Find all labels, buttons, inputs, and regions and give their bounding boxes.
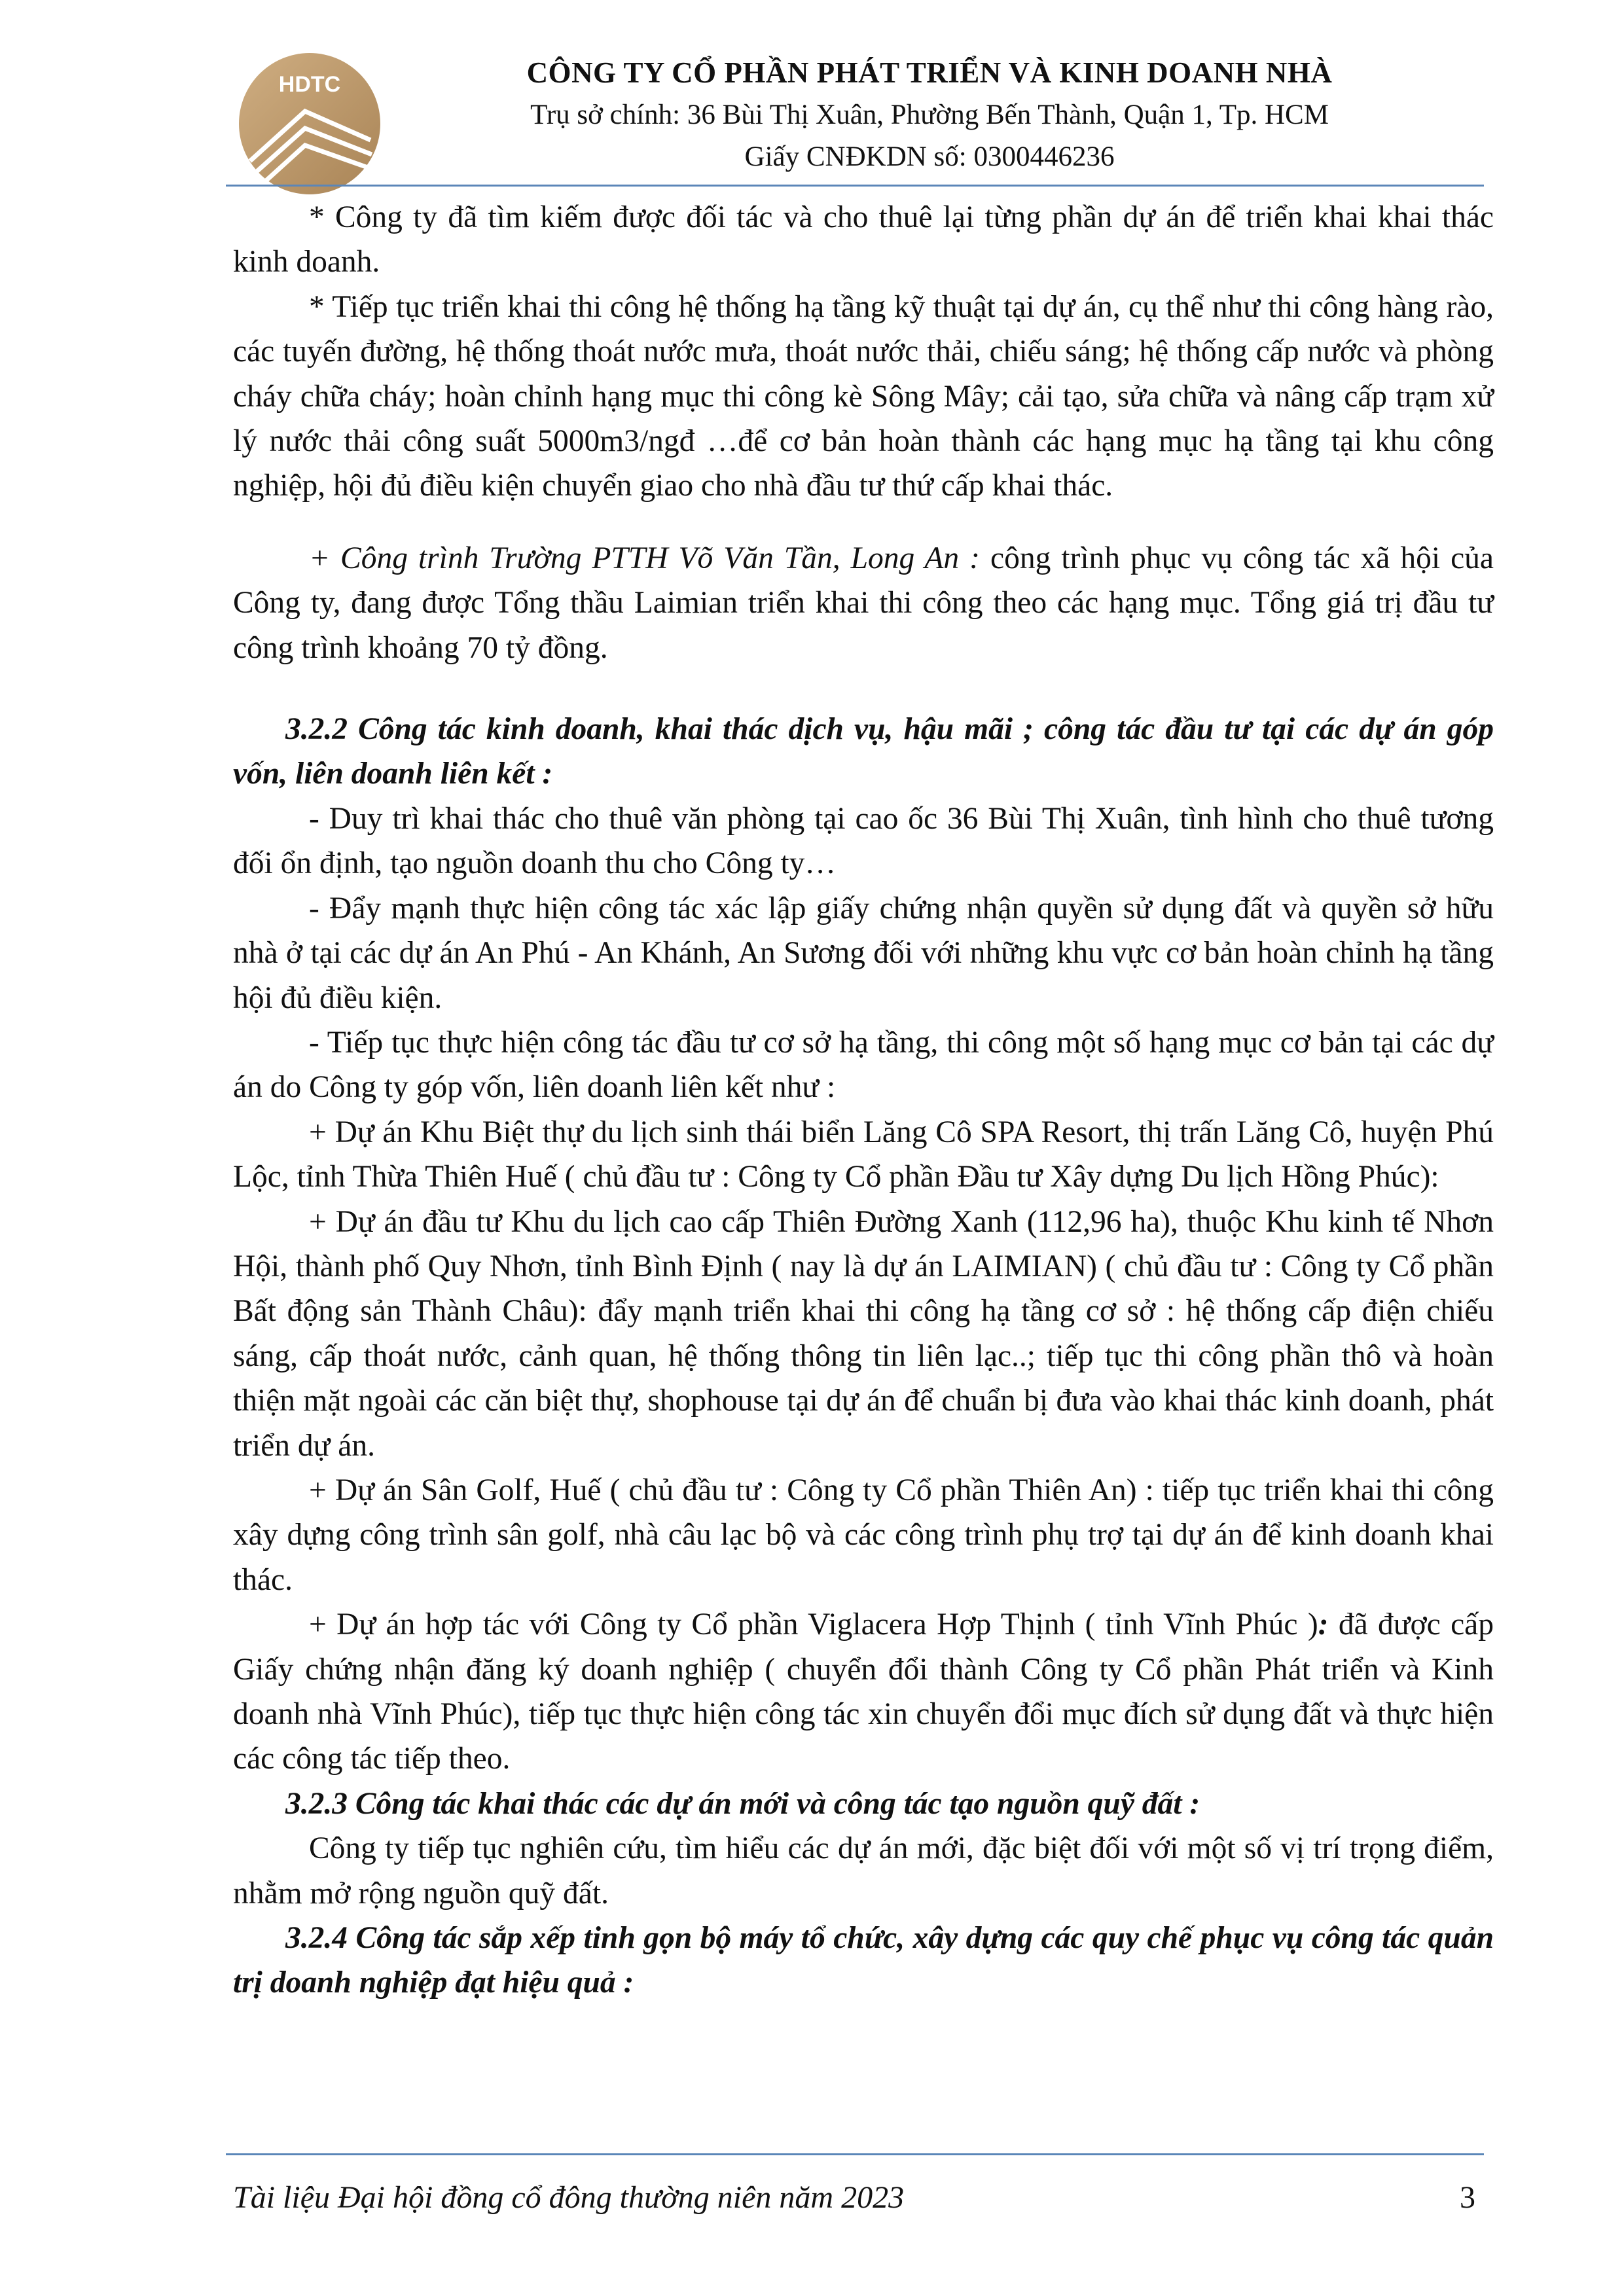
- project-label: + Công trình Trường PTTH Võ Văn Tần, Long An :: [309, 541, 980, 575]
- paragraph: [233, 1602, 1494, 1782]
- logo-text: HDTC: [278, 72, 341, 97]
- paragraph: [233, 536, 1494, 670]
- section-heading-3-2-4: 3.2.4 Công tác sắp xếp tinh gọn bộ máy tổ chức, xây dựng các quy chế phục vụ công tác quản trị doanh nghiệp đạt hiệu quả :: [233, 1921, 1494, 2000]
- paragraph: - Duy trì khai thác cho thuê văn phòng tại cao ốc 36 Bùi Thị Xuân, tình hình cho thuê tương đối ổn định, tạo nguồn doanh thu cho Công ty…: [233, 801, 1494, 881]
- company-name: CÔNG TY CỔ PHẦN PHÁT TRIỂN VÀ KINH DOANH NHÀ: [526, 56, 1333, 89]
- paragraph: * Công ty đã tìm kiếm được đối tác và cho thuê lại từng phần dự án để triển khai khai thác kinh doanh.: [233, 200, 1494, 279]
- header-divider: [226, 185, 1484, 187]
- page-header: [0, 0, 1624, 190]
- paragraph: * Tiếp tục triển khai thi công hệ thống hạ tầng kỹ thuật tại dự án, cụ thể như thi công hàng rào, các tuyến đường, hệ thống thoát nước mưa, thoát nước thải, chiếu sáng; hệ thống cấp nước và phòng cháy chữa cháy; hoàn chỉnh hạng mục thi công kè Sông Mây; cải tạo, sửa chữa và nâng cấp trạm xử lý nước thải công suất 5000m3/ngđ …để cơ bản hoàn thành các hạng mục hạ tầng tại khu công nghiệp, hội đủ điều kiện chuyển giao cho nhà đầu tư thứ cấp khai thác.: [233, 289, 1494, 503]
- section-heading-3-2-3: 3.2.3 Công tác khai thác các dự án mới và công tác tạo nguồn quỹ đất :: [285, 1786, 1200, 1821]
- footer-divider: [226, 2153, 1484, 2155]
- footer-title: Tài liệu Đại hội đồng cổ đông thường niên năm 2023: [233, 2180, 905, 2215]
- company-logo: [237, 51, 382, 196]
- paragraph: - Đẩy mạnh thực hiện công tác xác lập giấy chứng nhận quyền sử dụng đất và quyền sở hữu nhà ở tại các dự án An Phú - An Khánh, An Sương đối với những khu vực cơ bản hoàn chỉnh hạ tầng hội đủ điều kiện.: [233, 891, 1494, 1015]
- paragraph: + Dự án đầu tư Khu du lịch cao cấp Thiên Đường Xanh (112,96 ha), thuộc Khu kinh tế Nhơn Hội, thành phố Quy Nhơn, tỉnh Bình Định ( nay là dự án LAIMIAN) ( chủ đầu tư : Công ty Cổ phần Bất động sản Thành Châu): đẩy mạnh triển khai thi công hạ tầng cơ sở : hệ thống cấp điện chiếu sáng, cấp thoát nước, cảnh quan, hệ thống thông tin liên lạc..; tiếp tục thi công phần thô và hoàn thiện mặt ngoài các căn biệt thự, shophouse tại dự án để chuẩn bị đưa vào khai thác kinh doanh, phát triển dự án.: [233, 1204, 1494, 1463]
- document-body: [233, 195, 1494, 2005]
- paragraph: Công ty tiếp tục nghiên cứu, tìm hiểu các dự án mới, đặc biệt đối với một số vị trí trọng điểm, nhằm mở rộng nguồn quỹ đất.: [233, 1831, 1494, 1910]
- paragraph-text: công trình phục vụ công tác xã hội của Công ty, đang được Tổng thầu Laimian triển khai thi công theo các hạng mục. Tổng giá trị đầu tư công trình khoảng 70 tỷ đồng.: [233, 541, 1494, 665]
- company-address: Trụ sở chính: 36 Bùi Thị Xuân, Phường Bến Thành, Quận 1, Tp. HCM: [530, 99, 1329, 130]
- paragraph-colon: :: [1318, 1607, 1329, 1642]
- section-heading-3-2-2: 3.2.2 Công tác kinh doanh, khai thác dịch vụ, hậu mãi ; công tác đầu tư tại các dự án góp vốn, liên doanh liên kết :: [233, 712, 1494, 791]
- company-license: Giấy CNĐKDN số: 0300446236: [744, 141, 1115, 172]
- company-info: [419, 51, 1440, 178]
- paragraph: - Tiếp tục thực hiện công tác đầu tư cơ sở hạ tầng, thi công một số hạng mục cơ bản tại các dự án do Công ty góp vốn, liên doanh liên kết như :: [233, 1025, 1494, 1105]
- paragraph: + Dự án Khu Biệt thự du lịch sinh thái biển Lăng Cô SPA Resort, thị trấn Lăng Cô, huyện Phú Lộc, tỉnh Thừa Thiên Huế ( chủ đầu tư : Công ty Cổ phần Đầu tư Xây dựng Du lịch Hồng Phúc):: [233, 1115, 1494, 1194]
- paragraph-text: đã được cấp Giấy chứng nhận đăng ký doanh nghiệp ( chuyển đổi thành Công ty Cổ phần Phát triển và Kinh doanh nhà Vĩnh Phúc), tiếp tục thực hiện công tác xin chuyển đổi mục đích sử dụng đất và thực hiện các công tác tiếp theo.: [233, 1607, 1494, 1776]
- paragraph: + Dự án Sân Golf, Huế ( chủ đầu tư : Công ty Cổ phần Thiên An) : tiếp tục triển khai thi công xây dựng công trình sân golf, nhà câu lạc bộ và các công trình phụ trợ tại dự án để kinh doanh khai thác.: [233, 1473, 1494, 1597]
- page-number: 3: [1460, 2180, 1475, 2215]
- paragraph-text: + Dự án hợp tác với Công ty Cổ phần Viglacera Hợp Thịnh ( tỉnh Vĩnh Phúc ): [309, 1607, 1318, 1642]
